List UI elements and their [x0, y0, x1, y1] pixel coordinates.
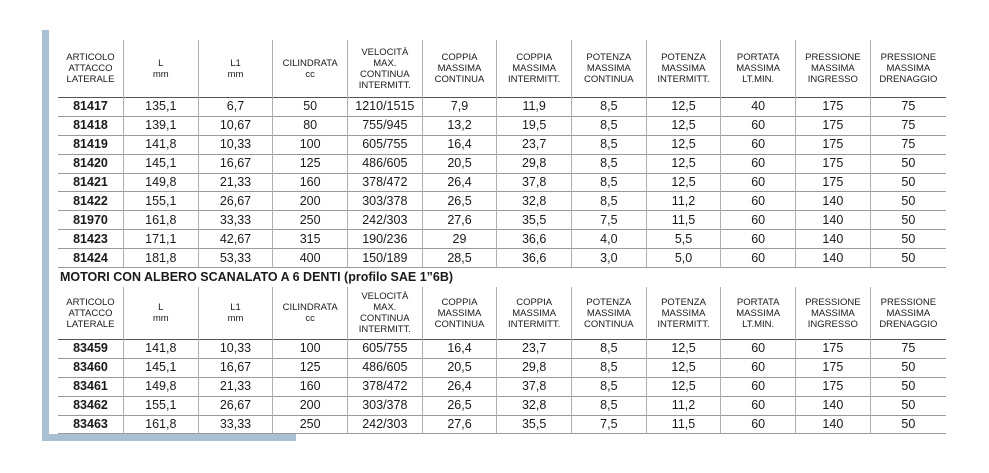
table-cell: 50: [870, 192, 946, 211]
article-code-cell: 83461: [58, 377, 123, 396]
header-line: PRESSIONE: [805, 296, 861, 308]
table-cell: 16,67: [198, 154, 273, 173]
table-cell: 42,67: [198, 230, 273, 249]
table-cell: 8,5: [572, 358, 647, 377]
table-cell: 8,5: [572, 154, 647, 173]
header-line: POTENZA: [661, 296, 706, 308]
table-cell: 27,6: [422, 415, 497, 434]
table-cell: 75: [870, 98, 946, 117]
table-cell: 35,5: [497, 211, 572, 230]
article-code-cell: 81970: [58, 211, 123, 230]
table-cell: 21,33: [198, 173, 273, 192]
header-line: COPPIA: [441, 296, 478, 308]
table-cell: 145,1: [123, 154, 198, 173]
table-cell: 303/378: [347, 396, 422, 415]
table-cell: 19,5: [497, 116, 572, 135]
column-header: [572, 40, 647, 98]
table-cell: 135,1: [123, 98, 198, 117]
article-code-cell: 83459: [58, 340, 123, 359]
table-cell: 60: [721, 173, 796, 192]
table-cell: 16,4: [422, 340, 497, 359]
header-line: LATERALE: [66, 318, 115, 330]
table-cell: 242/303: [347, 211, 422, 230]
table-row: [58, 230, 946, 249]
header-line: mm: [152, 313, 169, 325]
table-cell: 8,5: [572, 135, 647, 154]
table-cell: 755/945: [347, 116, 422, 135]
table-cell: 378/472: [347, 377, 422, 396]
column-header: [347, 287, 422, 340]
table-cell: 50: [870, 377, 946, 396]
table-cell: 37,8: [497, 173, 572, 192]
column-header: [497, 287, 572, 340]
table-cell: 7,5: [572, 415, 647, 434]
table-1-body: [58, 98, 946, 268]
table-cell: 11,9: [497, 98, 572, 117]
table-cell: 160: [273, 377, 348, 396]
table-cell: 250: [273, 415, 348, 434]
header-line: POTENZA: [586, 296, 632, 308]
header-line: MASSIMA: [810, 307, 855, 319]
table-cell: 26,5: [422, 396, 497, 415]
table-cell: 50: [870, 358, 946, 377]
table-cell: 175: [796, 116, 871, 135]
table-cell: 11,2: [646, 396, 721, 415]
header-line: POTENZA: [661, 52, 706, 63]
table-cell: 140: [796, 396, 871, 415]
table-cell: 175: [796, 173, 871, 192]
column-header: [198, 40, 273, 98]
table-cell: 60: [721, 135, 796, 154]
table-cell: 6,7: [198, 98, 273, 117]
article-code-cell: 83460: [58, 358, 123, 377]
table-cell: 60: [721, 154, 796, 173]
table-cell: 12,5: [646, 358, 721, 377]
column-header: [347, 40, 422, 98]
header-line: PRESSIONE: [805, 52, 861, 63]
header-line: CONTINUA: [584, 74, 634, 85]
table-cell: 60: [721, 340, 796, 359]
header-line: MASSIMA: [810, 63, 855, 74]
table-row: [58, 358, 946, 377]
table-cell: 50: [870, 396, 946, 415]
column-header: [721, 287, 796, 340]
table-cell: 141,8: [123, 135, 198, 154]
table-2-body: [58, 340, 946, 434]
section-title: MOTORI CON ALBERO SCANALATO A 6 DENTI (profilo SAE 1”6B): [60, 270, 454, 285]
table-cell: 7,5: [572, 211, 647, 230]
table-cell: 60: [721, 211, 796, 230]
column-header: [870, 40, 946, 98]
header-line: CONTINUA: [584, 318, 634, 330]
table-row: [58, 116, 946, 135]
table-cell: 140: [796, 415, 871, 434]
header-line: L1: [230, 302, 241, 314]
table-cell: 80: [273, 116, 348, 135]
table-cell: 139,1: [123, 116, 198, 135]
table-cell: 36,6: [497, 230, 572, 249]
header-line: CONTINUA: [360, 313, 410, 325]
header-line: MASSIMA: [661, 307, 706, 319]
table-cell: 60: [721, 396, 796, 415]
table-cell: 100: [273, 340, 348, 359]
article-code-cell: 81421: [58, 173, 123, 192]
table-cell: 175: [796, 98, 871, 117]
header-line: cc: [305, 68, 315, 80]
table-cell: 140: [796, 230, 871, 249]
table-cell: 4,0: [572, 230, 647, 249]
table-cell: 8,5: [572, 173, 647, 192]
table-cell: 12,5: [646, 116, 721, 135]
table-cell: 175: [796, 340, 871, 359]
header-line: cc: [305, 313, 315, 325]
header-row: [58, 287, 946, 340]
table-cell: 140: [796, 249, 871, 268]
column-header: [123, 287, 198, 340]
table-cell: 60: [721, 358, 796, 377]
table-cell: 26,67: [198, 192, 273, 211]
table-cell: 8,5: [572, 377, 647, 396]
table-cell: 1210/1515: [347, 98, 422, 117]
article-code-cell: 81419: [58, 135, 123, 154]
table-row: [58, 377, 946, 396]
specs-container: [58, 40, 946, 434]
header-line: L: [158, 57, 164, 69]
table-cell: 5,5: [646, 230, 721, 249]
table-cell: 140: [796, 192, 871, 211]
table-cell: 33,33: [198, 415, 273, 434]
header-line: CONTINUA: [360, 68, 410, 80]
table-cell: 378/472: [347, 173, 422, 192]
header-line: DRENAGGIO: [879, 74, 938, 85]
header-line: MASSIMA: [736, 63, 781, 74]
column-header: [58, 287, 123, 340]
column-header: [123, 40, 198, 98]
table-cell: 20,5: [422, 154, 497, 173]
table-cell: 33,33: [198, 211, 273, 230]
header-line: MASSIMA: [886, 307, 931, 319]
table-cell: 26,67: [198, 396, 273, 415]
table-cell: 12,5: [646, 377, 721, 396]
table-cell: 16,67: [198, 358, 273, 377]
table-cell: 29,8: [497, 358, 572, 377]
table-row: [58, 135, 946, 154]
column-header: [273, 287, 348, 340]
column-header: [721, 40, 796, 98]
header-line: L1: [230, 57, 241, 69]
header-line: INGRESSO: [807, 318, 858, 330]
table-cell: 200: [273, 192, 348, 211]
header-line: MASSIMA: [512, 63, 557, 74]
table-cell: 486/605: [347, 154, 422, 173]
table-cell: 21,33: [198, 377, 273, 396]
table-cell: 7,9: [422, 98, 497, 117]
header-line: MASSIMA: [512, 307, 557, 319]
table-cell: 486/605: [347, 358, 422, 377]
header-line: MASSIMA: [736, 307, 781, 319]
table-cell: 10,33: [198, 340, 273, 359]
table-row: [58, 396, 946, 415]
header-line: MASSIMA: [586, 307, 631, 319]
table-row: [58, 211, 946, 230]
table-cell: 125: [273, 358, 348, 377]
table-cell: 315: [273, 230, 348, 249]
table-cell: 12,5: [646, 173, 721, 192]
column-header: [198, 287, 273, 340]
header-line: INTERMITT.: [657, 74, 710, 85]
table-cell: 175: [796, 154, 871, 173]
header-line: LATERALE: [66, 74, 115, 85]
header-line: mm: [227, 313, 244, 325]
table-cell: 175: [796, 377, 871, 396]
table-row: [58, 340, 946, 359]
header-line: DRENAGGIO: [879, 318, 938, 330]
table-cell: 16,4: [422, 135, 497, 154]
column-header: [58, 40, 123, 98]
motor-specs-table-2: [58, 287, 946, 434]
header-line: LT.MIN.: [742, 318, 775, 330]
table-cell: 27,6: [422, 211, 497, 230]
header-line: ARTICOLO: [66, 52, 115, 63]
header-line: VELOCITÀ: [361, 291, 409, 303]
table-cell: 36,6: [497, 249, 572, 268]
table-cell: 155,1: [123, 396, 198, 415]
column-header: [646, 40, 721, 98]
table-cell: 140: [796, 211, 871, 230]
table-cell: 60: [721, 230, 796, 249]
table-cell: 60: [721, 192, 796, 211]
header-line: INTERMITT.: [657, 318, 710, 330]
table-cell: 150/189: [347, 249, 422, 268]
table-cell: 23,7: [497, 135, 572, 154]
header-line: COPPIA: [441, 52, 478, 63]
header-line: CILINDRATA: [282, 302, 338, 314]
header-line: MASSIMA: [586, 63, 631, 74]
table-cell: 155,1: [123, 192, 198, 211]
table-cell: 50: [870, 154, 946, 173]
table-cell: 605/755: [347, 135, 422, 154]
table-cell: 12,5: [646, 135, 721, 154]
table-cell: 60: [721, 415, 796, 434]
table-cell: 181,8: [123, 249, 198, 268]
header-line: MASSIMA: [437, 307, 482, 319]
header-line: PORTATA: [736, 52, 780, 63]
bottom-accent-bar: [42, 434, 296, 441]
table-cell: 149,8: [123, 377, 198, 396]
header-line: INTERMITT.: [358, 324, 411, 336]
table-cell: 12,5: [646, 98, 721, 117]
table-cell: 12,5: [646, 154, 721, 173]
table-cell: 175: [796, 358, 871, 377]
table-cell: 37,8: [497, 377, 572, 396]
column-header: [422, 287, 497, 340]
table-cell: 3,0: [572, 249, 647, 268]
table-cell: 40: [721, 98, 796, 117]
column-header: [796, 287, 871, 340]
header-line: INTERMITT.: [508, 74, 561, 85]
table-cell: 175: [796, 135, 871, 154]
table-cell: 100: [273, 135, 348, 154]
table-cell: 10,33: [198, 135, 273, 154]
table-cell: 8,5: [572, 340, 647, 359]
header-line: COPPIA: [516, 52, 553, 63]
table-cell: 13,2: [422, 116, 497, 135]
table-cell: 141,8: [123, 340, 198, 359]
table-cell: 29,8: [497, 154, 572, 173]
header-line: VELOCITÀ: [361, 46, 409, 58]
table-cell: 26,5: [422, 192, 497, 211]
header-line: mm: [152, 68, 169, 80]
header-line: PORTATA: [736, 296, 780, 308]
column-header: [870, 287, 946, 340]
table-cell: 50: [273, 98, 348, 117]
table-row: [58, 192, 946, 211]
table-row: [58, 98, 946, 117]
table-cell: 50: [870, 173, 946, 192]
header-line: PRESSIONE: [880, 52, 937, 63]
table-cell: 242/303: [347, 415, 422, 434]
table-cell: 50: [870, 249, 946, 268]
header-line: POTENZA: [586, 52, 632, 63]
table-cell: 190/236: [347, 230, 422, 249]
table-cell: 20,5: [422, 358, 497, 377]
header-line: MASSIMA: [437, 63, 482, 74]
table-cell: 75: [870, 340, 946, 359]
table-row: [58, 415, 946, 434]
column-header: [497, 40, 572, 98]
table-row: [58, 249, 946, 268]
header-line: INGRESSO: [807, 74, 858, 85]
table-row: [58, 173, 946, 192]
header-line: INTERMITT.: [508, 318, 561, 330]
table-cell: 8,5: [572, 98, 647, 117]
table-cell: 60: [721, 377, 796, 396]
column-header: [572, 287, 647, 340]
header-line: CONTINUA: [434, 74, 485, 85]
article-code-cell: 83462: [58, 396, 123, 415]
table-cell: 8,5: [572, 116, 647, 135]
table-cell: 29: [422, 230, 497, 249]
article-code-cell: 81418: [58, 116, 123, 135]
header-line: CONTINUA: [434, 318, 485, 330]
header-line: COPPIA: [516, 296, 553, 308]
table-cell: 50: [870, 415, 946, 434]
header-line: MASSIMA: [886, 63, 931, 74]
header-line: LT.MIN.: [742, 74, 775, 85]
table-cell: 60: [721, 249, 796, 268]
table-cell: 11,5: [646, 415, 721, 434]
header-line: MAX.: [373, 57, 397, 69]
header-row: [58, 40, 946, 98]
column-header: [646, 287, 721, 340]
article-code-cell: 81424: [58, 249, 123, 268]
table-cell: 125: [273, 154, 348, 173]
table-cell: 11,5: [646, 211, 721, 230]
table-row: [58, 154, 946, 173]
header-line: CILINDRATA: [282, 57, 338, 69]
motor-specs-table-1: [58, 40, 946, 268]
article-code-cell: 81417: [58, 98, 123, 117]
table-cell: 11,2: [646, 192, 721, 211]
table-cell: 149,8: [123, 173, 198, 192]
table-cell: 32,8: [497, 192, 572, 211]
table-cell: 161,8: [123, 415, 198, 434]
article-code-cell: 81422: [58, 192, 123, 211]
article-code-cell: 81420: [58, 154, 123, 173]
table-cell: 53,33: [198, 249, 273, 268]
table-cell: 161,8: [123, 211, 198, 230]
table-cell: 60: [721, 116, 796, 135]
header-line: ATTACCO: [68, 307, 113, 319]
article-code-cell: 83463: [58, 415, 123, 434]
article-code-cell: 81423: [58, 230, 123, 249]
header-line: MASSIMA: [661, 63, 706, 74]
header-line: ARTICOLO: [66, 296, 115, 308]
table-cell: 75: [870, 116, 946, 135]
table-cell: 605/755: [347, 340, 422, 359]
table-cell: 8,5: [572, 396, 647, 415]
header-line: INTERMITT.: [358, 79, 411, 91]
table-cell: 303/378: [347, 192, 422, 211]
table-cell: 171,1: [123, 230, 198, 249]
table-cell: 12,5: [646, 340, 721, 359]
table-cell: 10,67: [198, 116, 273, 135]
table-cell: 5,0: [646, 249, 721, 268]
table-cell: 26,4: [422, 173, 497, 192]
header-line: mm: [227, 68, 244, 80]
table-cell: 200: [273, 396, 348, 415]
table-cell: 26,4: [422, 377, 497, 396]
table-cell: 23,7: [497, 340, 572, 359]
table-cell: 28,5: [422, 249, 497, 268]
column-header: [422, 40, 497, 98]
table-cell: 32,8: [497, 396, 572, 415]
header-line: MAX.: [373, 302, 397, 314]
header-line: L: [158, 302, 164, 314]
table-cell: 50: [870, 230, 946, 249]
table-cell: 160: [273, 173, 348, 192]
header-line: ATTACCO: [68, 63, 113, 74]
table-cell: 35,5: [497, 415, 572, 434]
table-cell: 145,1: [123, 358, 198, 377]
header-line: PRESSIONE: [880, 296, 937, 308]
table-cell: 75: [870, 135, 946, 154]
table-cell: 400: [273, 249, 348, 268]
table-cell: 50: [870, 211, 946, 230]
table-cell: 250: [273, 211, 348, 230]
column-header: [796, 40, 871, 98]
left-accent-bar: [42, 30, 49, 441]
column-header: [273, 40, 348, 98]
table-cell: 8,5: [572, 192, 647, 211]
